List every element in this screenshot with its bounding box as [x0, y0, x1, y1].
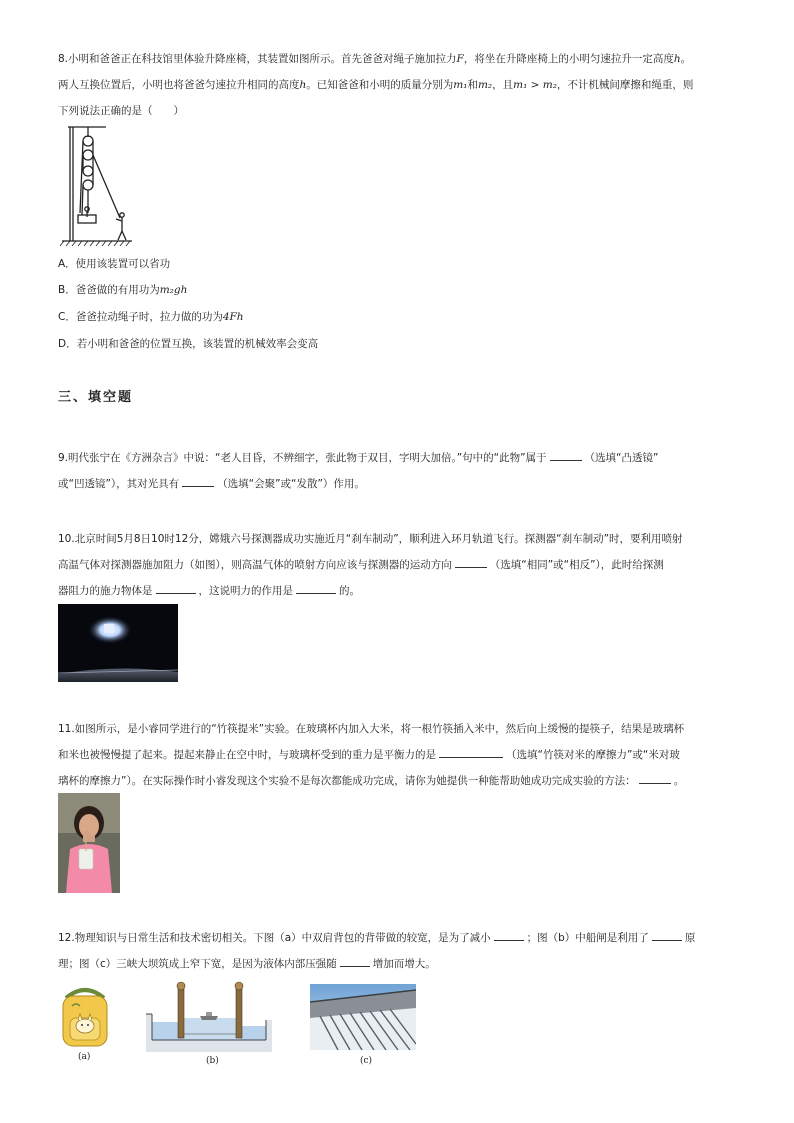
q8-line1: 8.小明和爸爸正在科技馆里体验升降座椅，其装置如图所示。首先爸爸对绳子施加拉力F，将坐在升降座椅上的小明匀速拉升一定高度h。 — [58, 53, 692, 65]
dam-figure — [310, 984, 416, 1050]
q10-line1: 10.北京时间5月8日10时12分，嫦娥六号探测器成功实施近月“刹车制动”，顺利进入环月轨道飞行。探测器“刹车制动”时，要利用喷射 — [58, 533, 683, 545]
section-title: 三、填空题 — [58, 390, 134, 405]
lunar-probe-photo — [58, 604, 178, 682]
q8-option-c: C．爸爸拉动绳子时，拉力做的功为4Fh — [58, 311, 244, 323]
caption-a: (a) — [78, 1052, 91, 1062]
q11-line1: 11.如图所示，是小睿同学进行的“竹筷提米”实验。在玻璃杯内加入大米，将一根竹筷插入米中，然后向上缓慢的提筷子，结果是玻璃杯 — [58, 723, 685, 735]
q9-blank-2[interactable] — [182, 475, 214, 487]
var-F: F — [456, 53, 464, 65]
q9-blank-1[interactable] — [550, 449, 582, 461]
ship-lock-figure — [146, 980, 272, 1052]
q10-blank-1[interactable] — [455, 556, 487, 568]
caption-b: (b) — [206, 1056, 219, 1066]
q8-option-a: A．使用该装置可以省功 — [58, 258, 171, 270]
q12-blank-1[interactable] — [494, 929, 524, 941]
q10-blank-3[interactable] — [296, 582, 336, 594]
q8-line2: 两人互换位置后，小明也将爸爸匀速拉升相同的高度h。已知爸爸和小明的质量分别为m₁和m₂，且m₁ > m₂，不计机械间摩擦和绳重，则 — [58, 79, 694, 91]
q11-line2: 和米也被慢慢提了起来。提起来静止在空中时，与玻璃杯受到的重力是平衡力的是 （选填“竹筷对米的摩擦力”或“米对玻 — [58, 742, 748, 768]
var-h: h — [673, 53, 681, 65]
q12-line1: 12.物理知识与日常生活和技术密切相关。下图（a）中双肩背包的背带做的较宽，是为了减小 ；图（b）中船闸是利用了 原 — [58, 925, 748, 951]
q10-line2: 高温气体对探测器施加阻力（如图），则高温气体的喷射方向应该与探测器的运动方向 （选填“相同”或“相反”），此时给探测 — [58, 552, 748, 578]
q8-line3: 下列说法正确的是（ ） — [58, 105, 184, 117]
chopstick-rice-photo — [58, 793, 120, 893]
q10-blank-2[interactable] — [156, 582, 196, 594]
caption-c: (c) — [360, 1056, 373, 1066]
q10-line3: 器阻力的施力物体是 ，这说明力的作用是 的。 — [58, 578, 748, 604]
q11-line3: 璃杯的摩擦力”）。在实际操作时小睿发现这个实验不是每次都能成功完成，请你为她提供一种能帮助她成功完成实验的方法： 。 — [58, 768, 748, 794]
backpack-figure — [58, 984, 112, 1050]
q12-blank-3[interactable] — [340, 955, 370, 967]
q12-line2: 理；图（c）三峡大坝筑成上窄下宽，是因为液体内部压强随 增加而增大。 — [58, 951, 748, 977]
q8-option-b: B．爸爸做的有用功为m₂gh — [58, 284, 188, 296]
q8-option-d: D．若小明和爸爸的位置互换，该装置的机械效率会变高 — [58, 338, 319, 350]
q9-line2: 或“凹透镜”），其对光具有 （选填“会聚”或“发散”）作用。 — [58, 471, 748, 497]
pulley-seat-figure — [58, 123, 134, 247]
q11-blank-2[interactable] — [639, 772, 671, 784]
q12-blank-2[interactable] — [652, 929, 682, 941]
q9-line1: 9.明代张宁在《方洲杂言》中说：“老人目昏，不辨细字，张此物于双目，字明大加倍。”句中的“此物”属于 （选填“凸透镜” — [58, 445, 748, 471]
q11-blank-1[interactable] — [439, 746, 503, 758]
